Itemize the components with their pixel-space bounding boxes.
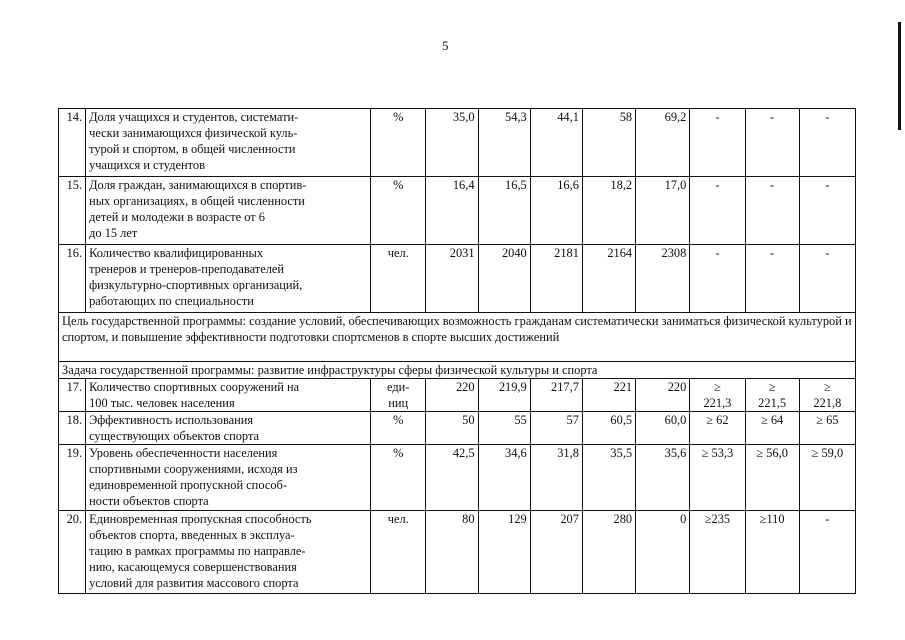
section-text: Задача государственной программы: развитие инфраструктуры сферы физической культуры и спорта [59, 362, 856, 379]
value-cell: 50 [426, 412, 478, 445]
value-cell: 2308 [636, 245, 690, 313]
forecast-cell: - [799, 177, 855, 245]
table-row [59, 109, 856, 177]
forecast-cell: - [799, 245, 855, 313]
forecast-cell: - [690, 109, 745, 177]
table-row [59, 445, 856, 511]
value-cell: 217,7 [530, 379, 582, 412]
unit-cell: % [371, 109, 426, 177]
indicator-name: Доля граждан, занимающихся в спортив- ных организациях, в общей численности детей и молодежи в возрасте от 6 до 15 лет [86, 177, 371, 245]
value-cell: 16,6 [530, 177, 582, 245]
forecast-cell: - [690, 245, 745, 313]
value-cell: 17,0 [636, 177, 690, 245]
unit-cell: % [371, 412, 426, 445]
row-number: 15. [59, 177, 86, 245]
value-cell: 2031 [426, 245, 478, 313]
row-number: 19. [59, 445, 86, 511]
forecast-cell: - [745, 177, 799, 245]
value-cell: 58 [582, 109, 635, 177]
row-number: 17. [59, 379, 86, 412]
indicator-name: Количество квалифицированных тренеров и тренеров-преподавателей физкультурно-спортивных организаций, работающих по специальности [86, 245, 371, 313]
section-text: Цель государственной программы: создание условий, обеспечивающих возможность гражданам систематически заниматься физической культурой и спортом, и повышение эффективности подготовки спортсменов в спорте высших достижений [59, 313, 856, 362]
value-cell: 35,5 [582, 445, 635, 511]
value-cell: 35,6 [636, 445, 690, 511]
value-cell: 60,5 [582, 412, 635, 445]
value-cell: 35,0 [426, 109, 478, 177]
unit-cell: еди- ниц [371, 379, 426, 412]
row-number: 14. [59, 109, 86, 177]
forecast-cell: ≥ 56,0 [745, 445, 799, 511]
value-cell: 31,8 [530, 445, 582, 511]
value-cell: 0 [636, 511, 690, 594]
value-cell: 80 [426, 511, 478, 594]
forecast-cell: - [690, 177, 745, 245]
unit-cell: % [371, 177, 426, 245]
unit-cell: чел. [371, 511, 426, 594]
table-row [59, 245, 856, 313]
forecast-cell: ≥ 62 [690, 412, 745, 445]
value-cell: 2164 [582, 245, 635, 313]
forecast-cell: - [745, 109, 799, 177]
table-row [59, 177, 856, 245]
indicators-table [58, 108, 856, 594]
row-number: 18. [59, 412, 86, 445]
forecast-cell: ≥ 64 [745, 412, 799, 445]
section-row [59, 313, 856, 362]
value-cell: 280 [582, 511, 635, 594]
forecast-cell: ≥110 [745, 511, 799, 594]
forecast-cell: - [799, 511, 855, 594]
value-cell: 44,1 [530, 109, 582, 177]
value-cell: 57 [530, 412, 582, 445]
table-row [59, 379, 856, 412]
value-cell: 60,0 [636, 412, 690, 445]
forecast-cell: - [745, 245, 799, 313]
value-cell: 18,2 [582, 177, 635, 245]
value-cell: 16,4 [426, 177, 478, 245]
value-cell: 55 [478, 412, 530, 445]
unit-cell: % [371, 445, 426, 511]
indicator-name: Уровень обеспеченности населения спортивными сооружениями, исходя из единовременной пропускной способ- ности объектов спорта [86, 445, 371, 511]
value-cell: 207 [530, 511, 582, 594]
row-number: 20. [59, 511, 86, 594]
value-cell: 129 [478, 511, 530, 594]
forecast-cell: ≥ 221,5 [745, 379, 799, 412]
value-cell: 220 [636, 379, 690, 412]
forecast-cell: ≥ 53,3 [690, 445, 745, 511]
indicator-name: Доля учащихся и студентов, системати- чески занимающихся физической куль- турой и спортом, в общей численности учащихся и студентов [86, 109, 371, 177]
indicator-name: Единовременная пропускная способность объектов спорта, введенных в эксплуа- тацию в рамках программы по направле- нию, касающемуся совершенствования условий для развития массового спорта [86, 511, 371, 594]
value-cell: 2181 [530, 245, 582, 313]
forecast-cell: ≥235 [690, 511, 745, 594]
forecast-cell: ≥ 221,3 [690, 379, 745, 412]
value-cell: 54,3 [478, 109, 530, 177]
forecast-cell: ≥ 221,8 [799, 379, 855, 412]
forecast-cell: ≥ 65 [799, 412, 855, 445]
section-row [59, 362, 856, 379]
table-body [59, 109, 856, 594]
value-cell: 2040 [478, 245, 530, 313]
value-cell: 219,9 [478, 379, 530, 412]
value-cell: 16,5 [478, 177, 530, 245]
value-cell: 221 [582, 379, 635, 412]
forecast-cell: ≥ 59,0 [799, 445, 855, 511]
table-row [59, 412, 856, 445]
indicator-name: Количество спортивных сооружений на 100 тыс. человек населения [86, 379, 371, 412]
table-row [59, 511, 856, 594]
page-number: 5 [442, 38, 449, 53]
value-cell: 42,5 [426, 445, 478, 511]
indicator-name: Эффективность использования существующих объектов спорта [86, 412, 371, 445]
value-cell: 34,6 [478, 445, 530, 511]
unit-cell: чел. [371, 245, 426, 313]
forecast-cell: - [799, 109, 855, 177]
margin-bar [898, 22, 901, 130]
value-cell: 69,2 [636, 109, 690, 177]
value-cell: 220 [426, 379, 478, 412]
row-number: 16. [59, 245, 86, 313]
